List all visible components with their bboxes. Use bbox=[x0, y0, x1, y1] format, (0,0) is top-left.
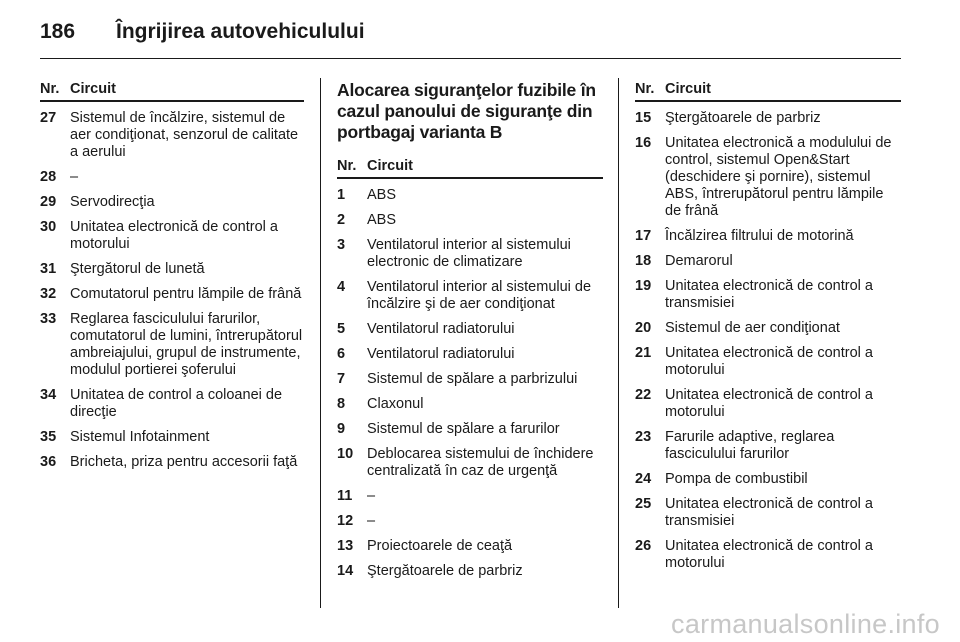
table-row bbox=[337, 396, 603, 413]
table-row bbox=[635, 278, 901, 312]
circuit-description: Unitatea electronică de control a motorului bbox=[665, 387, 873, 420]
table-row bbox=[337, 488, 603, 505]
circuit-description: Unitatea electronică de control a transmisiei bbox=[665, 496, 873, 529]
table-row bbox=[337, 346, 603, 363]
fuse-number: 1 bbox=[337, 187, 346, 203]
table-row bbox=[337, 421, 603, 438]
circuit-description: Unitatea electronică de control a motorului bbox=[665, 345, 873, 378]
circuit-description: Ventilatorul interior al sistemului de încălzire şi de aer condiţionat bbox=[367, 279, 592, 312]
circuit-description: Comutatorul pentru lămpile de frână bbox=[70, 286, 302, 302]
header-divider bbox=[40, 58, 901, 59]
fuse-table-column-3 bbox=[635, 80, 901, 580]
circuit-description: Unitatea electronică de control a transmisiei bbox=[665, 278, 873, 311]
fuse-table-column-2 bbox=[337, 80, 603, 588]
table-body bbox=[337, 187, 603, 580]
fuse-number: 2 bbox=[337, 212, 346, 228]
table-row bbox=[40, 387, 304, 421]
fuse-number: 6 bbox=[337, 346, 346, 362]
table-row bbox=[635, 496, 901, 530]
fuse-number: 25 bbox=[635, 496, 652, 512]
table-row bbox=[635, 538, 901, 572]
circuit-description: – bbox=[70, 169, 79, 185]
circuit-description: Unitatea electronică de control a motorului bbox=[665, 538, 873, 571]
circuit-description: Sistemul de încălzire, sistemul de aer condiţionat, senzorul de calitate a aerului bbox=[70, 110, 299, 160]
table-row bbox=[40, 110, 304, 161]
circuit-description: Proiectoarele de ceaţă bbox=[367, 538, 513, 554]
circuit-description: Ştergătoarele de parbriz bbox=[665, 110, 821, 126]
fuse-number: 11 bbox=[337, 488, 353, 504]
circuit-description: Sistemul Infotainment bbox=[70, 429, 210, 445]
table-body bbox=[635, 110, 901, 572]
table-header bbox=[635, 80, 901, 102]
table-row bbox=[635, 228, 901, 245]
fuse-number: 27 bbox=[40, 110, 57, 126]
table-row bbox=[635, 320, 901, 337]
page-header bbox=[40, 14, 365, 50]
circuit-description: Pompa de combustibil bbox=[665, 471, 808, 487]
table-row bbox=[635, 253, 901, 270]
fuse-number: 15 bbox=[635, 110, 652, 126]
table-row bbox=[337, 513, 603, 530]
circuit-description: Deblocarea sistemului de închidere centralizată în caz de urgenţă bbox=[367, 446, 594, 479]
fuse-number: 19 bbox=[635, 278, 652, 294]
table-row bbox=[337, 321, 603, 338]
column-divider-1 bbox=[320, 78, 321, 608]
watermark: carmanualsonline.info bbox=[671, 609, 940, 639]
circuit-description: Farurile adaptive, reglarea fasciculului farurilor bbox=[665, 429, 835, 462]
fuse-number: 7 bbox=[337, 371, 346, 387]
fuse-number: 20 bbox=[635, 320, 652, 336]
circuit-description: Sistemul de aer condiţionat bbox=[665, 320, 840, 336]
fuse-number: 34 bbox=[40, 387, 57, 403]
page-title: Îngrijirea autovehiculului bbox=[116, 20, 365, 43]
fuse-number: 17 bbox=[635, 228, 652, 244]
fuse-number: 21 bbox=[635, 345, 652, 361]
table-row bbox=[337, 237, 603, 271]
header-circuit: Circuit bbox=[367, 158, 413, 174]
column-divider-2 bbox=[618, 78, 619, 608]
table-row bbox=[337, 187, 603, 204]
fuse-number: 3 bbox=[337, 237, 346, 253]
fuse-number: 26 bbox=[635, 538, 652, 554]
circuit-description: Încălzirea filtrului de motorină bbox=[665, 228, 854, 244]
header-nr: Nr. bbox=[337, 158, 357, 174]
table-row bbox=[635, 110, 901, 127]
fuse-number: 4 bbox=[337, 279, 346, 295]
fuse-number: 12 bbox=[337, 513, 354, 529]
fuse-number: 28 bbox=[40, 169, 57, 185]
circuit-description: Ştergătoarele de parbriz bbox=[367, 563, 523, 579]
table-row bbox=[40, 261, 304, 278]
table-row bbox=[40, 311, 304, 379]
table-row bbox=[40, 194, 304, 211]
circuit-description: Reglarea fasciculului farurilor, comutatorul de lumini, întrerupătorul ambreiajului, grupul de instrumente, modulul portierei şoferului bbox=[70, 311, 303, 378]
circuit-description: – bbox=[367, 488, 376, 504]
circuit-description: Ventilatorul radiatorului bbox=[367, 346, 515, 362]
fuse-number: 31 bbox=[40, 261, 57, 277]
page-number: 186 bbox=[40, 20, 76, 43]
header-circuit: Circuit bbox=[70, 81, 116, 97]
table-row bbox=[337, 446, 603, 480]
header-nr: Nr. bbox=[40, 81, 60, 97]
fuse-number: 18 bbox=[635, 253, 652, 269]
fuse-number: 14 bbox=[337, 563, 354, 579]
circuit-description: Sistemul de spălare a farurilor bbox=[367, 421, 560, 437]
circuit-description: Sistemul de spălare a parbrizului bbox=[367, 371, 578, 387]
circuit-description: Unitatea de control a coloanei de direcţie bbox=[70, 387, 283, 420]
table-row bbox=[635, 345, 901, 379]
fuse-number: 8 bbox=[337, 396, 346, 412]
circuit-description: Bricheta, priza pentru accesorii faţă bbox=[70, 454, 298, 470]
fuse-number: 24 bbox=[635, 471, 652, 487]
circuit-description: Ventilatorul interior al sistemului electronic de climatizare bbox=[367, 237, 571, 270]
table-row bbox=[635, 429, 901, 463]
header-nr: Nr. bbox=[635, 81, 655, 97]
fuse-number: 16 bbox=[635, 135, 652, 151]
fuse-number: 13 bbox=[337, 538, 354, 554]
table-row bbox=[40, 286, 304, 303]
table-row bbox=[635, 135, 901, 220]
circuit-description: ABS bbox=[367, 187, 397, 203]
table-row bbox=[337, 563, 603, 580]
table-header bbox=[337, 157, 603, 179]
table-row bbox=[40, 219, 304, 253]
header-circuit: Circuit bbox=[665, 81, 711, 97]
circuit-description: – bbox=[367, 513, 376, 529]
fuse-number: 36 bbox=[40, 454, 57, 470]
circuit-description: Claxonul bbox=[367, 396, 424, 412]
fuse-number: 10 bbox=[337, 446, 354, 462]
circuit-description: ABS bbox=[367, 212, 397, 228]
circuit-description: Unitatea electronică de control a motorului bbox=[70, 219, 278, 252]
circuit-description: Demarorul bbox=[665, 253, 733, 269]
fuse-number: 9 bbox=[337, 421, 346, 437]
fuse-number: 33 bbox=[40, 311, 57, 327]
table-row bbox=[635, 387, 901, 421]
table-header bbox=[40, 80, 304, 102]
fuse-number: 30 bbox=[40, 219, 57, 235]
fuse-table-column-1 bbox=[40, 80, 304, 479]
table-row bbox=[337, 279, 603, 313]
table-body bbox=[40, 110, 304, 471]
circuit-description: Ştergătorul de lunetă bbox=[70, 261, 205, 277]
table-row bbox=[40, 429, 304, 446]
circuit-description: Servodirecţia bbox=[70, 194, 155, 210]
fuse-number: 5 bbox=[337, 321, 346, 337]
fuse-number: 23 bbox=[635, 429, 652, 445]
table-row bbox=[337, 538, 603, 555]
table-row bbox=[635, 471, 901, 488]
table-row bbox=[40, 169, 304, 186]
fuse-number: 32 bbox=[40, 286, 57, 302]
fuse-number: 35 bbox=[40, 429, 57, 445]
section-title: Alocarea siguranţelor fuzibile în cazul panoului de siguranţe din portbagaj varianta B bbox=[337, 80, 596, 142]
fuse-number: 29 bbox=[40, 194, 57, 210]
circuit-description: Unitatea electronică a modulului de control, sistemul Open&Start (deschidere şi pornire), sistemul ABS, întrerupătorul pentru lămpile de frână bbox=[665, 135, 892, 219]
table-row bbox=[337, 212, 603, 229]
table-row bbox=[337, 371, 603, 388]
table-row bbox=[40, 454, 304, 471]
fuse-number: 22 bbox=[635, 387, 652, 403]
circuit-description: Ventilatorul radiatorului bbox=[367, 321, 515, 337]
